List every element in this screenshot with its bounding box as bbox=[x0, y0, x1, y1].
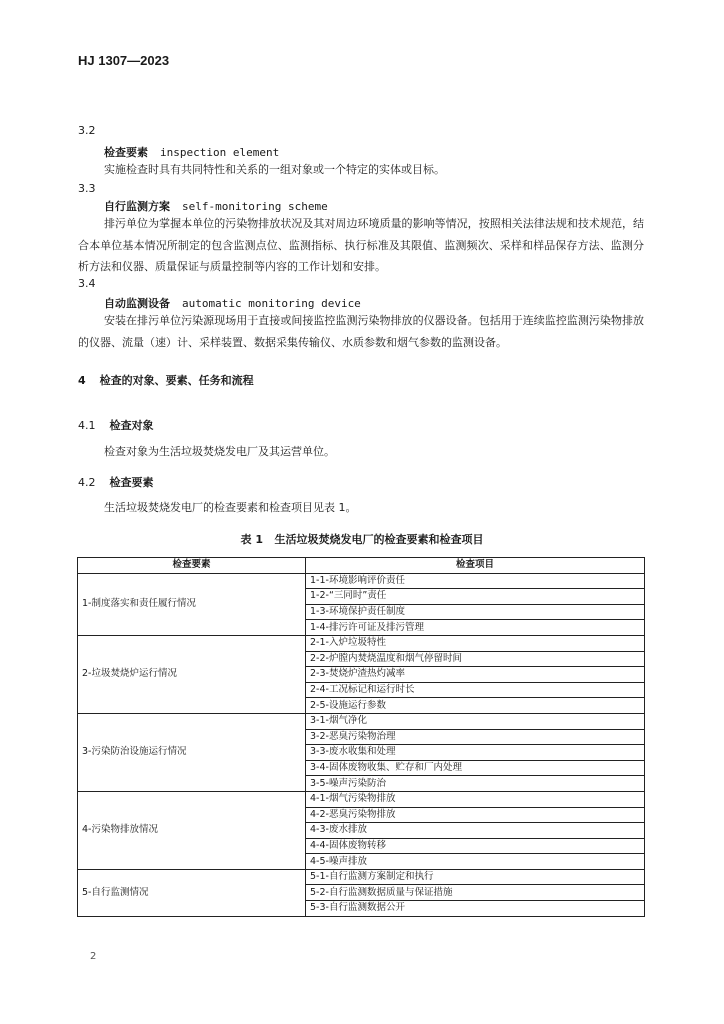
subsection-text: 生活垃圾焚烧发电厂的检查要素和检查项目见表 1。 bbox=[104, 501, 357, 514]
item-cell: 1-1-环境影响评价责任 bbox=[306, 573, 645, 589]
table-row bbox=[78, 713, 645, 729]
term-zh: 检查要素 bbox=[104, 146, 148, 159]
item-cell: 3-4-固体废物收集、贮存和厂内处理 bbox=[306, 760, 645, 776]
subsection-title: 检查对象 bbox=[109, 419, 154, 432]
table-caption bbox=[0, 531, 724, 547]
item-cell: 1-3-环境保护责任制度 bbox=[306, 604, 645, 620]
table-row bbox=[78, 869, 645, 885]
subsection-heading bbox=[78, 474, 154, 490]
item-cell: 4-1-烟气污染物排放 bbox=[306, 791, 645, 807]
subsection-text: 检查对象为生活垃圾焚烧发电厂及其运营单位。 bbox=[104, 445, 335, 458]
subsection-title: 检查要素 bbox=[109, 476, 154, 489]
term-heading bbox=[104, 144, 279, 160]
table-caption-number: 表 1 bbox=[240, 533, 263, 546]
page-number: 2 bbox=[90, 951, 97, 962]
item-cell: 5-1-自行监测方案制定和执行 bbox=[306, 869, 645, 885]
table-row bbox=[78, 635, 645, 651]
item-cell: 4-2-恶臭污染物排放 bbox=[306, 807, 645, 823]
term-en: automatic monitoring device bbox=[182, 297, 361, 310]
term-number: 3.2 bbox=[78, 124, 96, 137]
element-cell: 4-污染物排放情况 bbox=[78, 791, 306, 869]
item-cell: 3-2-恶臭污染物治理 bbox=[306, 729, 645, 745]
section-title: 检查的对象、要素、任务和流程 bbox=[99, 374, 254, 387]
element-cell: 2-垃圾焚烧炉运行情况 bbox=[78, 635, 306, 713]
item-cell: 4-3-废水排放 bbox=[306, 823, 645, 839]
term-number: 3.3 bbox=[78, 182, 96, 195]
item-cell: 2-1-入炉垃圾特性 bbox=[306, 635, 645, 651]
term-en: self-monitoring scheme bbox=[182, 200, 328, 213]
item-cell: 2-2-炉膛内焚烧温度和烟气停留时间 bbox=[306, 651, 645, 667]
item-cell: 5-2-自行监测数据质量与保证措施 bbox=[306, 885, 645, 901]
item-cell: 5-3-自行监测数据公开 bbox=[306, 901, 645, 917]
term-definition: 安装在排污单位污染源现场用于直接或间接监控监测污染物排放的仪器设备。包括用于连续监控监测污染物排放的仪器、流量（速）计、采样装置、数据采集传输仪、水质参数和烟气参数的监测设备。 bbox=[78, 314, 644, 349]
term-number: 3.4 bbox=[78, 277, 96, 290]
table-caption-title: 生活垃圾焚烧发电厂的检查要素和检查项目 bbox=[274, 533, 484, 546]
subsection-heading bbox=[78, 417, 154, 433]
element-cell: 5-自行监测情况 bbox=[78, 869, 306, 916]
header-element: 检查要素 bbox=[78, 558, 306, 574]
item-cell: 2-4-工况标记和运行时长 bbox=[306, 682, 645, 698]
section-number: 4 bbox=[78, 374, 86, 387]
term-definition: 排污单位为掌握本单位的污染物排放状况及其对周边环境质量的影响等情况，按照相关法律法规和技术规范，结合本单位基本情况所制定的包含监测点位、监测指标、执行标准及其限值、监测频次、采样和样品保存方法、监测分析方法和仪器、质量保证与质量控制等内容的工作计划和安排。 bbox=[78, 217, 644, 273]
inspection-table bbox=[77, 557, 645, 917]
item-cell: 4-5-噪声排放 bbox=[306, 854, 645, 870]
subsection-number: 4.2 bbox=[78, 476, 96, 489]
document-code: HJ 1307—2023 bbox=[78, 53, 170, 68]
item-cell: 2-5-设施运行参数 bbox=[306, 698, 645, 714]
item-cell: 3-1-烟气净化 bbox=[306, 713, 645, 729]
term-heading bbox=[104, 198, 328, 214]
item-cell: 2-3-焚烧炉渣热灼减率 bbox=[306, 667, 645, 683]
term-en: inspection element bbox=[160, 146, 280, 159]
section-heading bbox=[78, 372, 254, 388]
item-cell: 4-4-固体废物转移 bbox=[306, 838, 645, 854]
term-heading bbox=[104, 295, 361, 311]
subsection-number: 4.1 bbox=[78, 419, 96, 432]
element-cell: 1-制度落实和责任履行情况 bbox=[78, 573, 306, 635]
item-cell: 3-3-废水收集和处理 bbox=[306, 745, 645, 761]
term-zh: 自行监测方案 bbox=[104, 200, 170, 213]
element-cell: 3-污染防治设施运行情况 bbox=[78, 713, 306, 791]
table-header-row bbox=[78, 558, 645, 574]
term-definition: 实施检查时具有共同特性和关系的一组对象或一个特定的实体或目标。 bbox=[104, 163, 445, 176]
item-cell: 1-2-“三同时”责任 bbox=[306, 589, 645, 605]
item-cell: 3-5-噪声污染防治 bbox=[306, 776, 645, 792]
header-item: 检查项目 bbox=[306, 558, 645, 574]
term-zh: 自动监测设备 bbox=[104, 297, 170, 310]
table-row bbox=[78, 791, 645, 807]
item-cell: 1-4-排污许可证及排污管理 bbox=[306, 620, 645, 636]
table-row bbox=[78, 573, 645, 589]
